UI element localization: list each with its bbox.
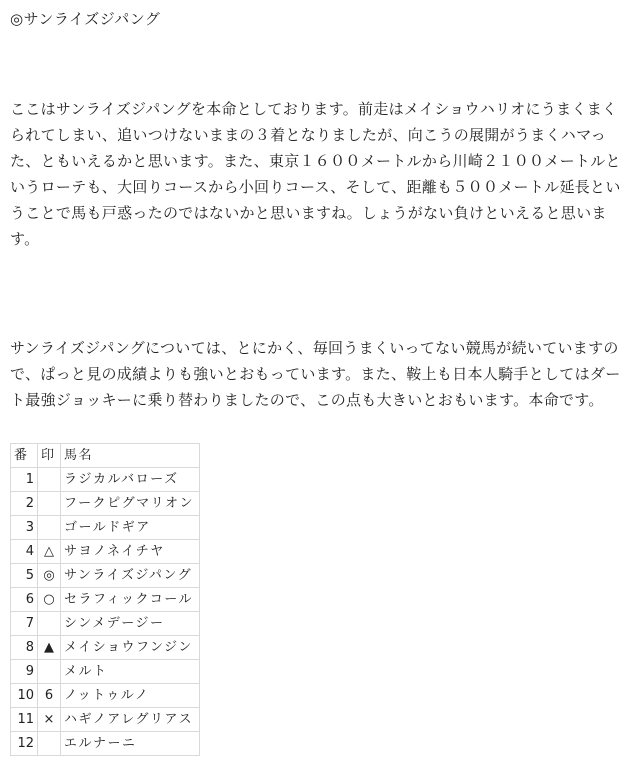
- table-row: [11, 588, 200, 612]
- row-mark: ×: [38, 708, 61, 732]
- row-mark: △: [38, 540, 61, 564]
- row-horse-name: シンメデージー: [61, 612, 200, 636]
- table-row: [11, 516, 200, 540]
- row-number: 7: [11, 612, 38, 636]
- table-row: [11, 732, 200, 756]
- row-horse-name: メルト: [61, 660, 200, 684]
- row-horse-name: サヨノネイチヤ: [61, 540, 200, 564]
- row-number: 2: [11, 492, 38, 516]
- table-row: [11, 540, 200, 564]
- row-number: 3: [11, 516, 38, 540]
- pick-heading: ◎サンライズジパング: [10, 10, 161, 28]
- row-mark: [38, 612, 61, 636]
- row-horse-name: フークピグマリオン: [61, 492, 200, 516]
- paragraph-analysis: ここはサンライズジパングを本命としております。前走はメイショウハリオにうまくまくられてしまい、追いつけないままの３着となりましたが、向こうの展開がうまくハマった、ともいえるかと思います。また、東京１６００メートルから川崎２１００メートルというローテも、大回りコースから小回りコース、そして、距離も５００メートル延長ということで馬も戸惑ったのではないかと思いますね。しょうがない負けといえると思います。: [10, 100, 621, 248]
- row-horse-name: ゴールドギア: [61, 516, 200, 540]
- header-number: 番: [11, 444, 38, 468]
- row-number: 10: [11, 684, 38, 708]
- row-mark: 6: [38, 684, 61, 708]
- row-mark: [38, 468, 61, 492]
- row-horse-name: エルナーニ: [61, 732, 200, 756]
- row-number: 11: [11, 708, 38, 732]
- row-mark: [38, 660, 61, 684]
- table-row: [11, 564, 200, 588]
- table-row: [11, 612, 200, 636]
- row-number: 6: [11, 588, 38, 612]
- row-horse-name: ハギノアレグリアス: [61, 708, 200, 732]
- row-horse-name: ラジカルバローズ: [61, 468, 200, 492]
- row-number: 1: [11, 468, 38, 492]
- paragraph-reasoning: サンライズジパングについては、とにかく、毎回うまくいってない競馬が続いていますので、ぱっと見の成績よりも強いとおもっています。また、鞍上も日本人騎手としてはダート最強ジョッキーに乗り替わりましたので、この点も大きいとおもいます。本命です。: [10, 339, 621, 409]
- table-row: [11, 636, 200, 660]
- row-horse-name: ノットゥルノ: [61, 684, 200, 708]
- row-mark: ▲: [38, 636, 61, 660]
- table-row: [11, 468, 200, 492]
- row-horse-name: セラフィックコール: [61, 588, 200, 612]
- table-row: [11, 492, 200, 516]
- row-horse-name: メイショウフンジン: [61, 636, 200, 660]
- row-mark: ◎: [38, 564, 61, 588]
- row-number: 5: [11, 564, 38, 588]
- row-mark: [38, 492, 61, 516]
- horse-table: [10, 443, 200, 756]
- header-mark: 印: [38, 444, 61, 468]
- row-number: 12: [11, 732, 38, 756]
- table-row: [11, 660, 200, 684]
- table-row: [11, 708, 200, 732]
- row-mark: ○: [38, 588, 61, 612]
- table-header-row: [11, 444, 200, 468]
- row-mark: [38, 516, 61, 540]
- row-horse-name: サンライズジパング: [61, 564, 200, 588]
- row-number: 9: [11, 660, 38, 684]
- row-number: 4: [11, 540, 38, 564]
- row-mark: [38, 732, 61, 756]
- header-horse-name: 馬名: [61, 444, 200, 468]
- row-number: 8: [11, 636, 38, 660]
- table-row: [11, 684, 200, 708]
